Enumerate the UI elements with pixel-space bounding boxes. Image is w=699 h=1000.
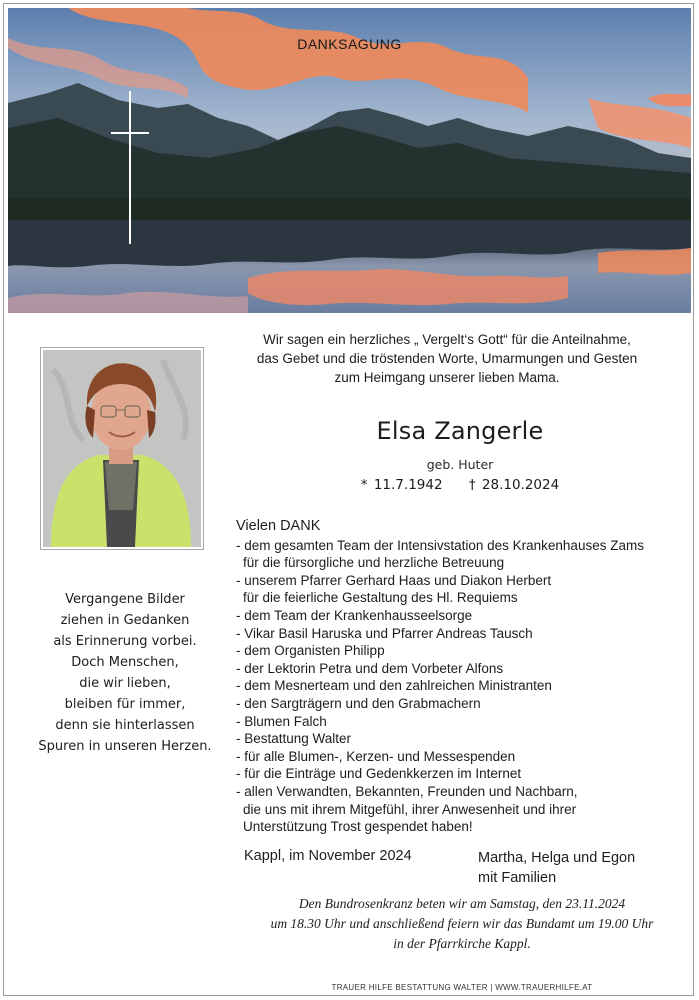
family-line: mit Familien — [478, 870, 557, 886]
family-line: Martha, Helga und Egon — [478, 850, 636, 866]
portrait-photo — [40, 347, 204, 550]
place-date: Kappl, im November 2024 — [244, 848, 412, 864]
footer-credit: TRAUER HILFE BESTATTUNG WALTER | WWW.TRAUERHILFE.AT — [331, 983, 593, 992]
service-notice — [232, 894, 692, 954]
thanks-list — [236, 518, 676, 836]
thanks-heading: Vielen DANK — [236, 518, 321, 534]
thanks-item: für die fürsorgliche und herzliche Betreuung — [243, 555, 505, 571]
poem — [25, 589, 225, 757]
notice-line: in der Pfarrkirche Kappl. — [393, 936, 531, 951]
intro-text — [232, 330, 662, 387]
life-dates — [300, 477, 620, 493]
thanks-item: - Blumen Falch — [236, 713, 327, 729]
poem-line: Doch Menschen, — [71, 655, 179, 670]
birth-date: * 11.7.1942 — [360, 477, 443, 493]
notice-line: um 18.30 Uhr und anschließend feiern wir das Bundamt um 19.00 Uhr — [270, 916, 654, 931]
family-signature — [478, 848, 635, 888]
thanks-item: - allen Verwandten, Bekannten, Freunden und Nachbarn, — [236, 783, 578, 799]
thanks-item: Unterstützung Trost gespendet haben! — [243, 819, 473, 835]
thanks-item: - dem Mesnerteam und den zahlreichen Ministranten — [236, 678, 552, 694]
deceased-name: Elsa Zangerle — [376, 417, 544, 445]
thanks-item: - dem gesamten Team der Intensivstation des Krankenhauses Zams — [236, 537, 644, 553]
thanks-item: die uns mit ihrem Mitgefühl, ihrer Anwesenheit und ihrer — [243, 801, 577, 817]
poem-line: ziehen in Gedanken — [60, 613, 190, 628]
birth-name: geb. Huter — [426, 457, 494, 472]
thanks-item: - für die Einträge und Gedenkkerzen im Internet — [236, 766, 522, 782]
page-title: DANKSAGUNG — [297, 36, 402, 52]
thanks-item: - unserem Pfarrer Gerhard Haas und Diakon Herbert — [236, 572, 552, 588]
thanks-item: - für alle Blumen-, Kerzen- und Messespenden — [236, 748, 516, 764]
intro-line: das Gebet und die tröstenden Worte, Umarmungen und Gesten — [256, 351, 638, 366]
landscape-photo — [8, 8, 691, 313]
cross-icon-bar — [111, 132, 149, 134]
poem-line: Spuren in unseren Herzen. — [38, 739, 212, 754]
thanks-item: - dem Team der Krankenhausseelsorge — [236, 607, 473, 623]
notice-line: Den Bundrosenkranz beten wir am Samstag, den 23.11.2024 — [298, 896, 626, 911]
thanks-item: - der Lektorin Petra und dem Vorbeter Alfons — [236, 660, 504, 676]
thanks-item: für die feierliche Gestaltung des Hl. Requiems — [243, 590, 518, 606]
death-date: † 28.10.2024 — [468, 477, 560, 493]
poem-line: als Erinnerung vorbei. — [53, 634, 197, 649]
thanks-item: - den Sargträgern und den Grabmachern — [236, 695, 481, 711]
cross-icon — [129, 91, 131, 244]
poem-line: die wir lieben, — [79, 676, 171, 691]
poem-line: bleiben für immer, — [64, 697, 186, 712]
thanks-item: - dem Organisten Philipp — [236, 643, 385, 659]
intro-line: zum Heimgang unserer lieben Mama. — [334, 370, 560, 385]
thanks-item: - Bestattung Walter — [236, 731, 352, 747]
poem-line: denn sie hinterlassen — [55, 718, 195, 733]
poem-line: Vergangene Bilder — [65, 592, 185, 607]
intro-line: Wir sagen ein herzliches „ Vergelt‘s Gott“ für die Anteilnahme, — [263, 332, 631, 347]
thanks-item: - Vikar Basil Haruska und Pfarrer Andreas Tausch — [236, 625, 533, 641]
